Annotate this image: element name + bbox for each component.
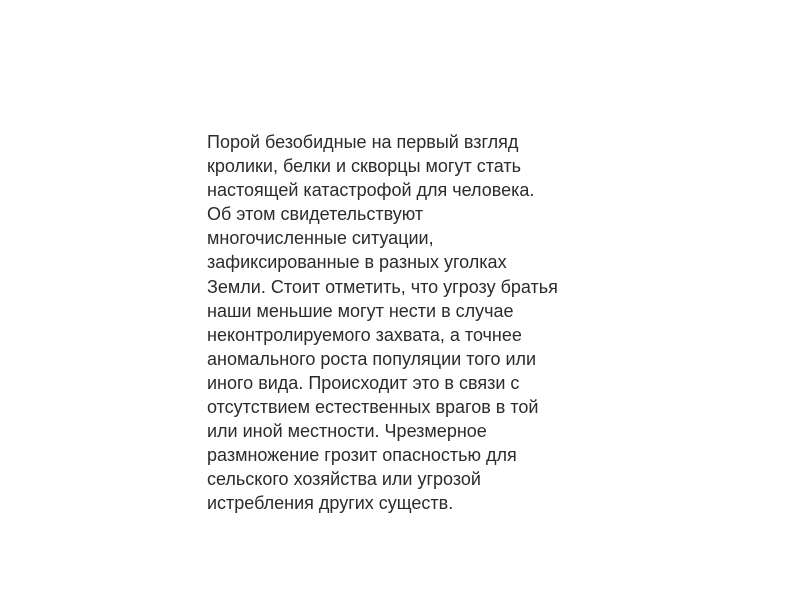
paragraph-line: иного вида. Происходит это в связи с	[207, 372, 520, 393]
paragraph-line: Земли. Стоит отметить, что угрозу братья	[207, 276, 558, 297]
body-paragraph	[207, 130, 602, 516]
paragraph-line: неконтролируемого захвата, а точнее	[207, 324, 522, 345]
paragraph-line: зафиксированные в разных уголках	[207, 252, 507, 273]
paragraph-line: Порой безобидные на первый взгляд	[207, 132, 519, 152]
paragraph-line: многочисленные ситуации,	[207, 228, 434, 249]
paragraph-line: кролики, белки и скворцы могут стать	[207, 156, 521, 177]
paragraph-line: отсутствием естественных врагов в той	[207, 397, 539, 418]
paragraph-line: настоящей катастрофой для человека.	[207, 180, 535, 201]
paragraph-line: сельского хозяйства или угрозой	[207, 469, 481, 490]
paragraph-line: аномального роста популяции того или	[207, 348, 537, 369]
paragraph-line: Об этом свидетельствуют	[207, 204, 424, 225]
paragraph-line: или иной местности. Чрезмерное	[207, 421, 487, 442]
paragraph-line: размножение грозит опасностью для	[207, 445, 517, 466]
paragraph-line: наши меньшие могут нести в случае	[207, 300, 514, 321]
paragraph-line: истребления других существ.	[207, 493, 454, 514]
